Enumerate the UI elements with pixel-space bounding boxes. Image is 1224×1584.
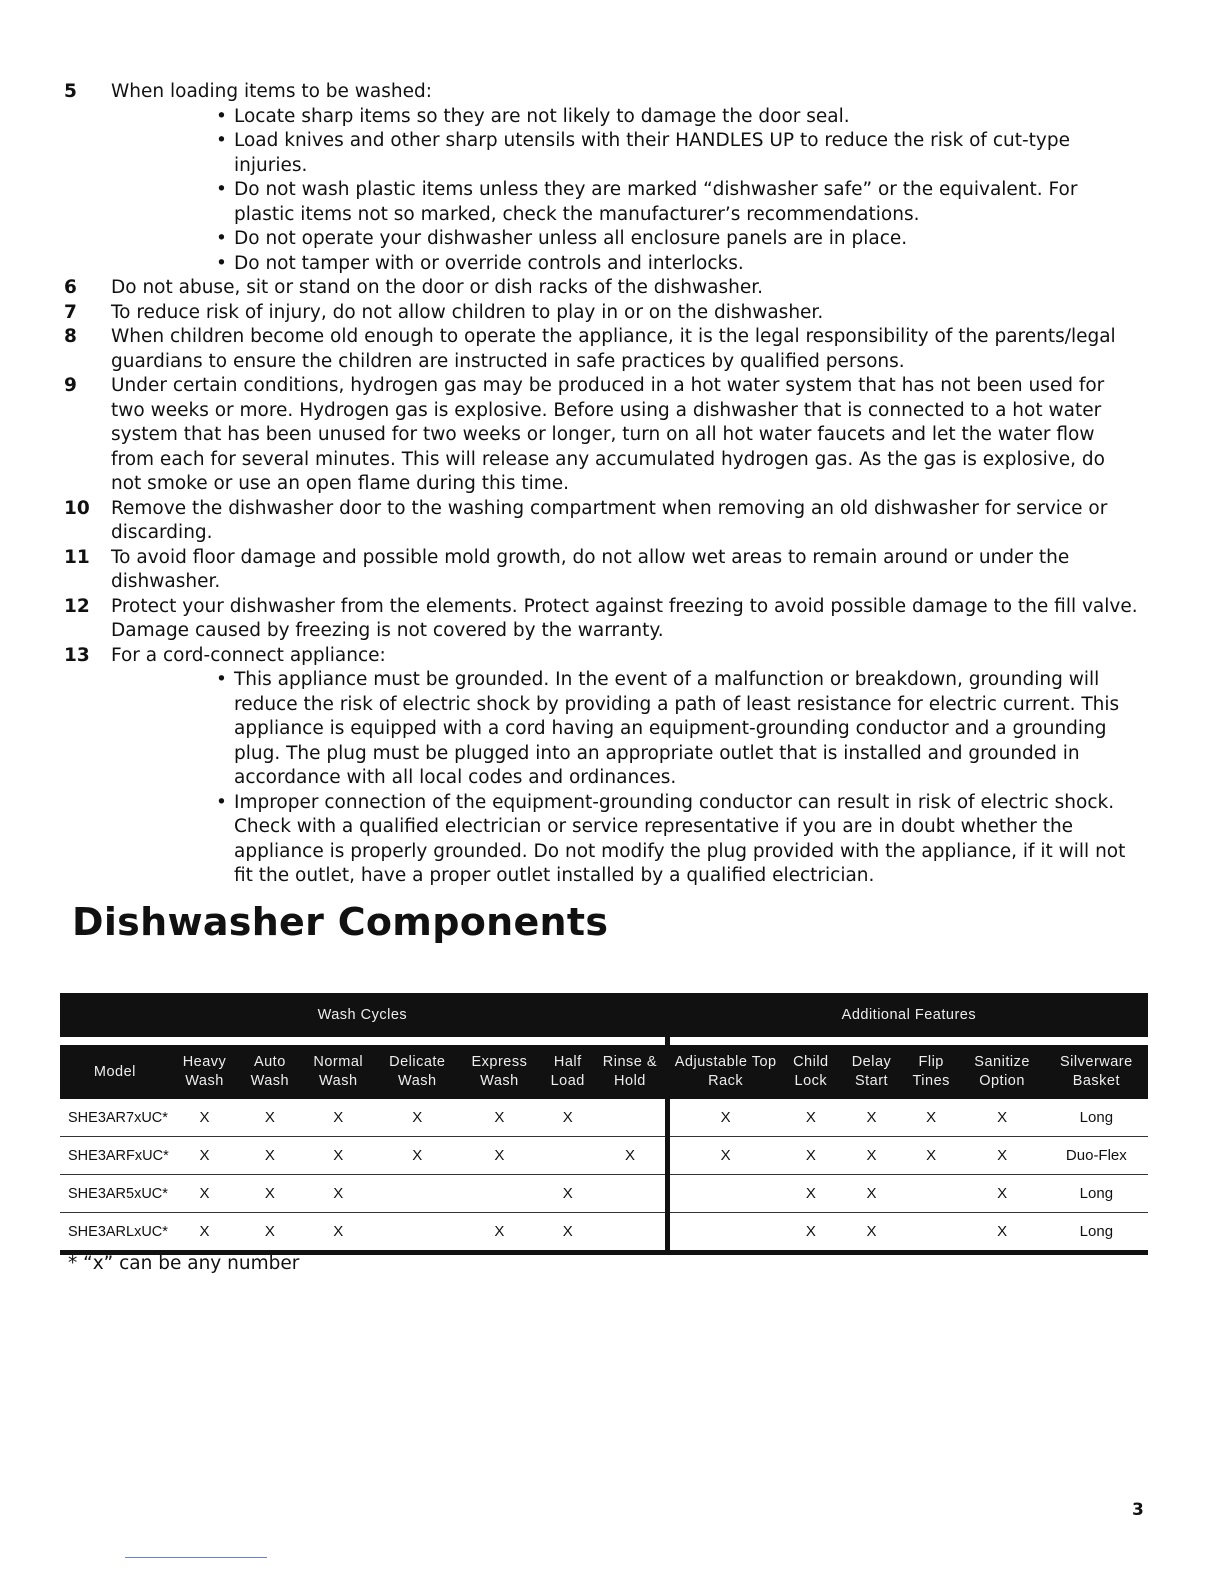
column-header: Model [60,1045,170,1099]
bullet-icon: • [216,105,227,127]
feature-cell: X [540,1099,595,1137]
model-cell: SHE3AR7xUC* [60,1099,170,1137]
column-header: Child Lock [782,1045,841,1099]
group-header-wash-cycles: Wash Cycles [60,993,667,1037]
list-item [64,644,1139,669]
item-number: 13 [64,644,90,666]
feature-cell [667,1213,781,1253]
feature-cell: X [903,1137,960,1175]
column-header: Express Wash [459,1045,541,1099]
column-header: Adjustable Top Rack [667,1045,781,1099]
bullet-icon: • [216,228,227,249]
item-text: Protect your dishwasher from the elements. Protect against freezing to avoid possible damage to the fill valve. Damage caused by freezing is not covered by the warranty. [111,595,1138,641]
column-header: Sanitize Option [959,1045,1044,1099]
table-row [60,1137,1148,1175]
column-header: Half Load [540,1045,595,1099]
feature-cell: Long [1045,1099,1148,1137]
column-header: Rinse & Hold [595,1045,667,1099]
item-text: When children become old enough to operate the appliance, it is the legal responsibility of the parents/legal guardians to ensure the children are instructed in safe practices by qualified persons. [111,326,1116,372]
bullet-icon: • [216,130,227,151]
feature-cell: X [840,1137,903,1175]
feature-cell: X [170,1137,240,1175]
column-header: Flip Tines [903,1045,960,1099]
feature-cell: X [782,1175,841,1213]
item-number: 5 [64,81,77,102]
item-text: Under certain conditions, hydrogen gas may be produced in a hot water system that has not been used for two weeks or more. Hydrogen gas is explosive. Before using a dishwasher that is connected to a hot water system that has been unused for two weeks or longer, turn on all hot water faucets and let the water flow from each for several minutes. This will release any accumulated hydrogen gas. As the gas is explosive, do not smoke or use an open flame during this time. [111,375,1105,494]
feature-cell: X [170,1213,240,1253]
feature-cell: X [170,1099,240,1137]
safety-instructions-list [64,80,1139,889]
feature-cell: X [459,1213,541,1253]
list-item [64,80,1139,105]
bullet-icon: • [216,252,227,274]
feature-cell: X [667,1099,781,1137]
bullet-text: This appliance must be grounded. In the event of a malfunction or breakdown, grounding will reduce the risk of electric shock by providing a path of least resistance for electric current. This appliance is equipped with a cord having an equipment-grounding conductor and a grounding plug. The plug must be plugged into an appropriate outlet that is installed and grounded in accordance with all local codes and ordinances. [234,669,1120,788]
bullet-text: Load knives and other sharp utensils with their HANDLES UP to reduce the risk of cut-type injuries. [234,130,1070,176]
item-text: To reduce risk of injury, do not allow children to play in or on the dishwasher. [111,301,824,323]
feature-cell: X [959,1175,1044,1213]
feature-cell: X [782,1137,841,1175]
bullet-text: Do not operate your dishwasher unless all enclosure panels are in place. [234,228,908,249]
item-number: 12 [64,595,90,617]
list-item [64,497,1139,546]
feature-cell: X [170,1175,240,1213]
feature-cell: X [459,1099,541,1137]
group-header-additional-features: Additional Features [667,993,1148,1037]
item-number: 6 [64,277,77,298]
section-heading: Dishwasher Components [72,900,609,944]
item-text: Remove the dishwasher door to the washing compartment when removing an old dishwasher for service or discarding. [111,497,1108,543]
feature-cell: X [300,1175,376,1213]
item-number: 10 [64,497,90,519]
bullet-text: Locate sharp items so they are not likely to damage the door seal. [234,105,850,127]
feature-cell: X [782,1213,841,1253]
divider-line [125,1557,267,1558]
feature-cell: X [903,1099,960,1137]
column-header: Heavy Wash [170,1045,240,1099]
feature-cell: X [300,1137,376,1175]
column-header: Auto Wash [239,1045,300,1099]
model-cell: SHE3ARFxUC* [60,1137,170,1175]
feature-cell: X [540,1175,595,1213]
feature-cell: X [840,1175,903,1213]
bullet-text: Improper connection of the equipment-grounding conductor can result in risk of electric shock. Check with a qualified electrician or service representative if you are in doubt whether the appliance is properly grounded. Do not modify the plug provided with the appliance, if it will not fit the outlet, have a proper outlet installed by a qualified electrician. [234,791,1126,886]
bullet-item [64,227,1139,252]
feature-cell: X [300,1099,376,1137]
item-text: Do not abuse, sit or stand on the door or dish racks of the dishwasher. [111,277,764,298]
item-number: 8 [64,326,77,347]
components-table [60,993,1148,1255]
bullet-icon: • [216,791,227,813]
column-header: Delicate Wash [376,1045,458,1099]
footnote: * “x” can be any number [68,1253,300,1274]
feature-cell [903,1175,960,1213]
table-row [60,1099,1148,1137]
item-text: For a cord-connect appliance: [111,644,386,666]
feature-cell: X [959,1213,1044,1253]
feature-cell [540,1137,595,1175]
feature-cell: X [239,1099,300,1137]
feature-cell [595,1099,667,1137]
feature-cell: X [376,1099,458,1137]
bullet-text: Do not wash plastic items unless they are marked “dishwasher safe” or the equivalent. For plastic items not so marked, check the manufacturer’s recommendations. [234,179,1078,225]
list-item [64,276,1139,301]
bullet-item [64,791,1139,889]
feature-cell [376,1213,458,1253]
bullet-item [64,178,1139,227]
feature-cell: X [459,1137,541,1175]
bullet-item [64,129,1139,178]
feature-cell: X [239,1213,300,1253]
feature-cell [903,1213,960,1253]
item-number: 9 [64,375,77,396]
list-item [64,595,1139,644]
feature-cell [595,1175,667,1213]
item-number: 7 [64,301,77,323]
bullet-item [64,668,1139,791]
feature-cell: X [959,1099,1044,1137]
feature-cell [595,1213,667,1253]
bullet-item [64,105,1139,130]
bullet-text: Do not tamper with or override controls and interlocks. [234,252,744,274]
feature-cell [459,1175,541,1213]
bullet-icon: • [216,179,227,200]
model-cell: SHE3ARLxUC* [60,1213,170,1253]
feature-cell: X [239,1175,300,1213]
feature-cell: X [239,1137,300,1175]
item-text: To avoid floor damage and possible mold growth, do not allow wet areas to remain around or under the dishwasher. [111,546,1070,592]
table-row [60,1213,1148,1253]
feature-cell [667,1175,781,1213]
feature-cell: Long [1045,1213,1148,1253]
feature-cell: X [540,1213,595,1253]
bullet-icon: • [216,669,227,690]
list-item [64,325,1139,374]
feature-cell: X [300,1213,376,1253]
feature-cell [376,1175,458,1213]
list-item [64,374,1139,497]
list-item [64,301,1139,326]
feature-cell: X [782,1099,841,1137]
page-number: 3 [1132,1500,1144,1520]
model-cell: SHE3AR5xUC* [60,1175,170,1213]
bullet-item [64,252,1139,277]
item-number: 11 [64,546,90,568]
feature-cell: X [595,1137,667,1175]
feature-cell: Long [1045,1175,1148,1213]
table-row [60,1175,1148,1213]
column-header: Delay Start [840,1045,903,1099]
feature-cell: X [840,1099,903,1137]
column-header: Normal Wash [300,1045,376,1099]
list-item [64,546,1139,595]
feature-cell: X [840,1213,903,1253]
column-header: Silverware Basket [1045,1045,1148,1099]
feature-cell: X [376,1137,458,1175]
feature-cell: Duo-Flex [1045,1137,1148,1175]
item-text: When loading items to be washed: [111,81,432,102]
feature-cell: X [667,1137,781,1175]
feature-cell: X [959,1137,1044,1175]
